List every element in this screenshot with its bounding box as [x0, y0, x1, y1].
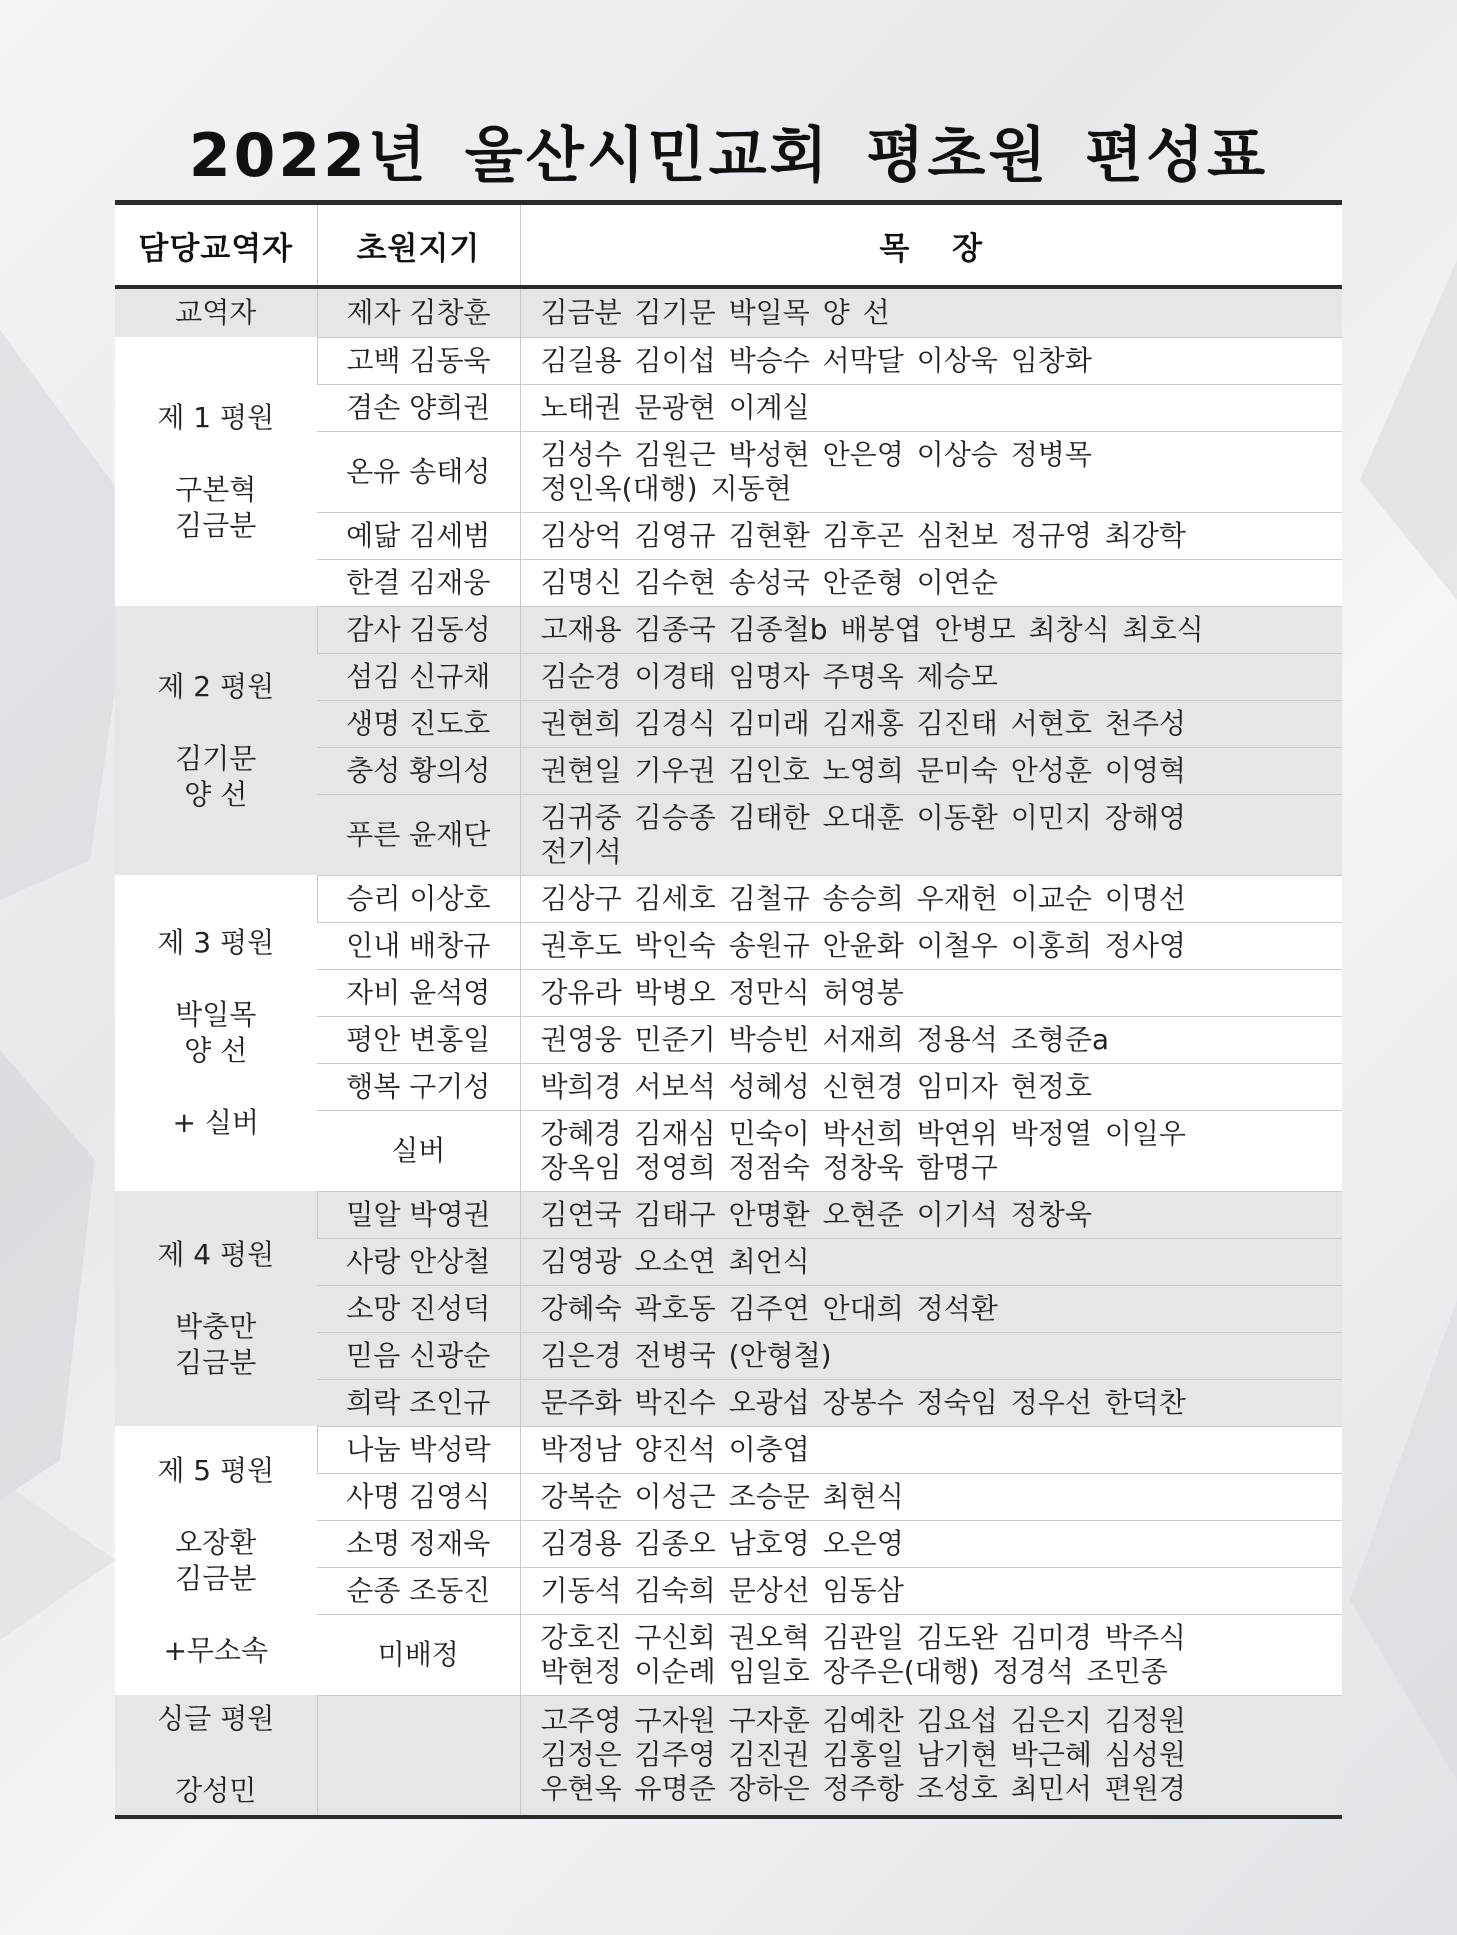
roster-body [115, 287, 1342, 1817]
cell-leader: 한결 김재웅 [317, 559, 520, 606]
cell-members: 강유라 박병오 정만식 허영봉 [520, 969, 1342, 1016]
cell-members: 김경용 김종오 남호영 오은영 [520, 1520, 1342, 1567]
cell-leader: 밀알 박영권 [317, 1191, 520, 1238]
group-label: 제 5 평원 오장환 김금분 +무소속 [115, 1426, 317, 1695]
cell-members: 김영광 오소연 최언식 [520, 1238, 1342, 1285]
cell-members: 강복순 이성근 조승문 최현식 [520, 1473, 1342, 1520]
cell-members: 권후도 박인숙 송원규 안윤화 이철우 이홍희 정사영 [520, 922, 1342, 969]
cell-leader: 생명 진도호 [317, 700, 520, 747]
cell-members: 김상억 김영규 김현환 김후곤 심천보 정규영 최강학 [520, 512, 1342, 559]
cell-members: 고주영 구자원 구자훈 김예찬 김요섭 김은지 김정원 김정은 김주영 김진권 김홍일 남기현 박근혜 심성원 우현옥 유명준 장하은 정주항 조성호 최민서 편원경 [520, 1695, 1342, 1817]
cell-leader: 믿음 신광순 [317, 1332, 520, 1379]
cell-members: 김은경 전병국 (안형철) [520, 1332, 1342, 1379]
group-label: 제 3 평원 박일목 양 선 + 실버 [115, 875, 317, 1191]
roster-table [115, 200, 1342, 1819]
header-leader: 초원지기 [317, 203, 520, 288]
cell-leader: 자비 윤석영 [317, 969, 520, 1016]
cell-leader: 순종 조동진 [317, 1567, 520, 1614]
cell-leader: 겸손 양희권 [317, 384, 520, 431]
cell-leader: 희락 조인규 [317, 1379, 520, 1426]
header-pastor: 담당교역자 [115, 203, 317, 288]
cell-members: 김명신 김수현 송성국 안준형 이연순 [520, 559, 1342, 606]
cell-leader: 섬김 신규채 [317, 653, 520, 700]
table-row [115, 1426, 1342, 1473]
cell-leader: 소망 진성덕 [317, 1285, 520, 1332]
roster-table-wrapper [115, 200, 1342, 1819]
cell-members: 김귀중 김승종 김태한 오대훈 이동환 이민지 장해영 전기석 [520, 794, 1342, 875]
cell-members: 노태권 문광현 이계실 [520, 384, 1342, 431]
cell-leader: 사명 김영식 [317, 1473, 520, 1520]
group-label: 제 1 평원 구본혁 김금분 [115, 337, 317, 606]
cell-leader: 제자 김창훈 [317, 287, 520, 337]
cell-members: 고재용 김종국 김종철b 배봉엽 안병모 최창식 최호식 [520, 606, 1342, 653]
cell-members: 강혜경 김재심 민숙이 박선희 박연위 박정열 이일우 장옥임 정영희 정점숙 정창욱 함명구 [520, 1110, 1342, 1191]
cell-members: 김순경 이경태 임명자 주명옥 제승모 [520, 653, 1342, 700]
cell-leader: 푸른 윤재단 [317, 794, 520, 875]
cell-leader: 소명 정재욱 [317, 1520, 520, 1567]
table-row [115, 606, 1342, 653]
cell-leader: 인내 배창규 [317, 922, 520, 969]
cell-members: 김상구 김세호 김철규 송승희 우재헌 이교순 이명선 [520, 875, 1342, 922]
cell-members: 권현희 김경식 김미래 김재홍 김진태 서현호 천주성 [520, 700, 1342, 747]
table-row [115, 1695, 1342, 1817]
cell-leader [317, 1695, 520, 1817]
cell-leader: 행복 구기성 [317, 1063, 520, 1110]
cell-leader: 평안 변홍일 [317, 1016, 520, 1063]
cell-members: 강혜숙 곽호동 김주연 안대희 정석환 [520, 1285, 1342, 1332]
cell-members: 김길용 김이섭 박승수 서막달 이상욱 임창화 [520, 337, 1342, 384]
cell-members: 박희경 서보석 성혜성 신현경 임미자 현정호 [520, 1063, 1342, 1110]
cell-leader: 예닮 김세범 [317, 512, 520, 559]
cell-members: 박정남 양진석 이충엽 [520, 1426, 1342, 1473]
cell-leader: 사랑 안상철 [317, 1238, 520, 1285]
cell-members: 권현일 기우권 김인호 노영희 문미숙 안성훈 이영혁 [520, 747, 1342, 794]
cell-members: 기동석 김숙희 문상선 임동삼 [520, 1567, 1342, 1614]
cell-members: 김금분 김기문 박일목 양 선 [520, 287, 1342, 337]
group-label: 제 2 평원 김기문 양 선 [115, 606, 317, 875]
cell-members: 권영웅 민준기 박승빈 서재희 정용석 조형준a [520, 1016, 1342, 1063]
cell-leader: 승리 이상호 [317, 875, 520, 922]
cell-members: 문주화 박진수 오광섭 장봉수 정숙임 정우선 한덕찬 [520, 1379, 1342, 1426]
header-members: 목 장 [520, 203, 1342, 288]
page-title: 2022년 울산시민교회 평초원 편성표 [188, 121, 1269, 191]
cell-leader: 감사 김동성 [317, 606, 520, 653]
cell-leader: 미배정 [317, 1614, 520, 1695]
cell-leader: 충성 황의성 [317, 747, 520, 794]
cell-leader: 나눔 박성락 [317, 1426, 520, 1473]
table-row [115, 875, 1342, 922]
cell-members: 김성수 김원근 박성현 안은영 이상승 정병목 정인옥(대행) 지동현 [520, 431, 1342, 512]
group-label: 제 4 평원 박충만 김금분 [115, 1191, 317, 1426]
cell-members: 강호진 구신회 권오혁 김관일 김도완 김미경 박주식 박현정 이순례 임일호 장주은(대행) 정경석 조민종 [520, 1614, 1342, 1695]
group-label: 싱글 평원 강성민 [115, 1695, 317, 1817]
table-row [115, 287, 1342, 337]
cell-leader: 실버 [317, 1110, 520, 1191]
table-row [115, 1191, 1342, 1238]
table-header-row [115, 203, 1342, 288]
cell-members: 김연국 김태구 안명환 오현준 이기석 정창욱 [520, 1191, 1342, 1238]
cell-leader: 온유 송태성 [317, 431, 520, 512]
table-row [115, 337, 1342, 384]
group-label: 교역자 [115, 287, 317, 337]
cell-leader: 고백 김동욱 [317, 337, 520, 384]
